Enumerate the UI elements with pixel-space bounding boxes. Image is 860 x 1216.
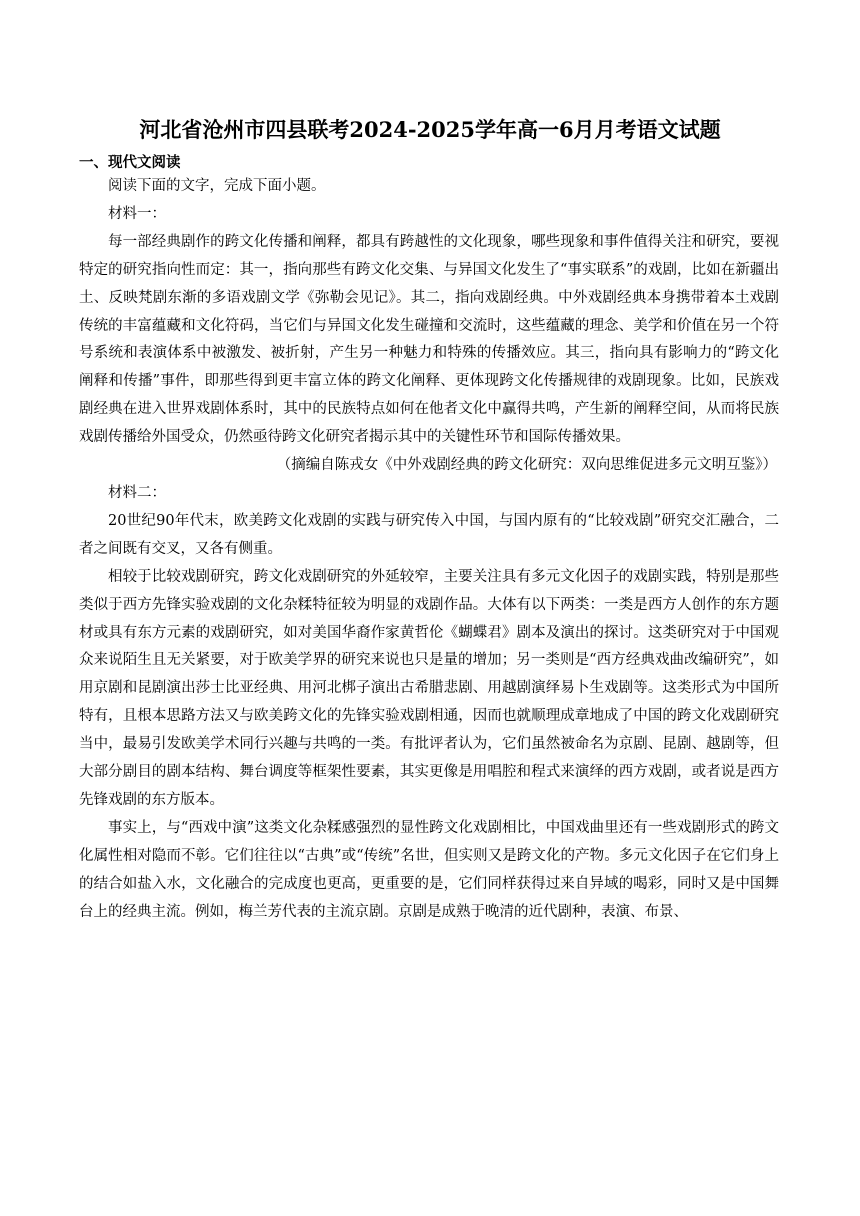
material-one-source: （摘编自陈戎女《中外戏剧经典的跨文化研究：双向思维促进多元文明互鉴》） <box>276 457 777 474</box>
material-two-label: 材料二： <box>108 484 166 501</box>
document-body <box>79 173 779 926</box>
material-one-paragraph: 每一部经典剧作的跨文化传播和阐释，都具有跨越性的文化现象，哪些现象和事件值得关注和研究，要视特定的研究指向性而定：其一，指向那些有跨文化交集、与异国文化发生了“事实联系”的戏剧，比如在新疆出土、反映梵剧东渐的多语戏剧文学《弥勒会见记》。其二，指向戏剧经典。中外戏剧经典本身携带着本土戏剧传统的丰富蕴藏和文化符码，当它们与异国文化发生碰撞和交流时，这些蕴藏的理念、美学和价值在另一个符号系统和表演体系中被激发、被折射，产生另一种魅力和特殊的传播效应。其三，指向具有影响力的“跨文化阐释和传播”事件，即那些得到更丰富立体的跨文化阐释、更体现跨文化传播规律的戏剧现象。比如，民族戏剧经典在进入世界戏剧体系时，其中的民族特点如何在他者文化中赢得共鸣，产生新的阐释空间，从而将民族戏剧传播给外国受众，仍然亟待跨文化研究者揭示其中的关键性环节和国际传播效果。 <box>79 233 779 446</box>
material-two-paragraph-1: 20世纪90年代末，欧美跨文化戏剧的实践与研究传入中国，与国内原有的“比较戏剧”研究交汇融合，二者之间既有交叉，又各有侧重。 <box>79 512 779 557</box>
material-one-label: 材料一： <box>108 205 166 222</box>
instruction-text: 阅读下面的文字，完成下面小题。 <box>108 178 326 194</box>
section-heading: 一、现代文阅读 <box>79 154 181 171</box>
document-title: 河北省沧州市四县联考2024-2025学年高一6月月考语文试题 <box>139 117 721 142</box>
material-two-paragraph-3: 事实上，与“西戏中演”这类文化杂糅感强烈的显性跨文化戏剧相比，中国戏曲里还有一些戏剧形式的跨文化属性相对隐而不彰。它们往往以“古典”或“传统”名世，但实则又是跨文化的产物。多元文化因子在它们身上的结合如盐入水，文化融合的完成度也更高，更重要的是，它们同样获得过来自异域的喝彩，同时又是中国舞台上的经典主流。例如，梅兰芳代表的主流京剧。京剧是成熟于晚清的近代剧种，表演、布景、 <box>79 819 779 920</box>
material-two-paragraph-2: 相较于比较戏剧研究，跨文化戏剧研究的外延较窄，主要关注具有多元文化因子的戏剧实践，特别是那些类似于西方先锋实验戏剧的文化杂糅特征较为明显的戏剧作品。大体有以下两类：一类是西方人创作的东方题材或具有东方元素的戏剧研究，如对美国华裔作家黄哲伦《蝴蝶君》剧本及演出的探讨。这类研究对于中国观众来说陌生且无关紧要，对于欧美学界的研究来说也只是量的增加；另一类则是“西方经典戏曲改编研究”，如用京剧和昆剧演出莎士比亚经典、用河北梆子演出古希腊悲剧、用越剧演绎易卜生戏剧等。这类形式为中国所特有，且根本思路方法又与欧美跨文化的先锋实验戏剧相通，因而也就顺理成章地成了中国的跨文化戏剧研究当中，最易引发欧美学术同行兴趣与共鸣的一类。有批评者认为，它们虽然被命名为京剧、昆剧、越剧等，但大部分剧目的剧本结构、舞台调度等框架性要素，其实更像是用唱腔和程式来演绎的西方戏剧，或者说是西方先锋戏剧的东方版本。 <box>79 568 779 808</box>
